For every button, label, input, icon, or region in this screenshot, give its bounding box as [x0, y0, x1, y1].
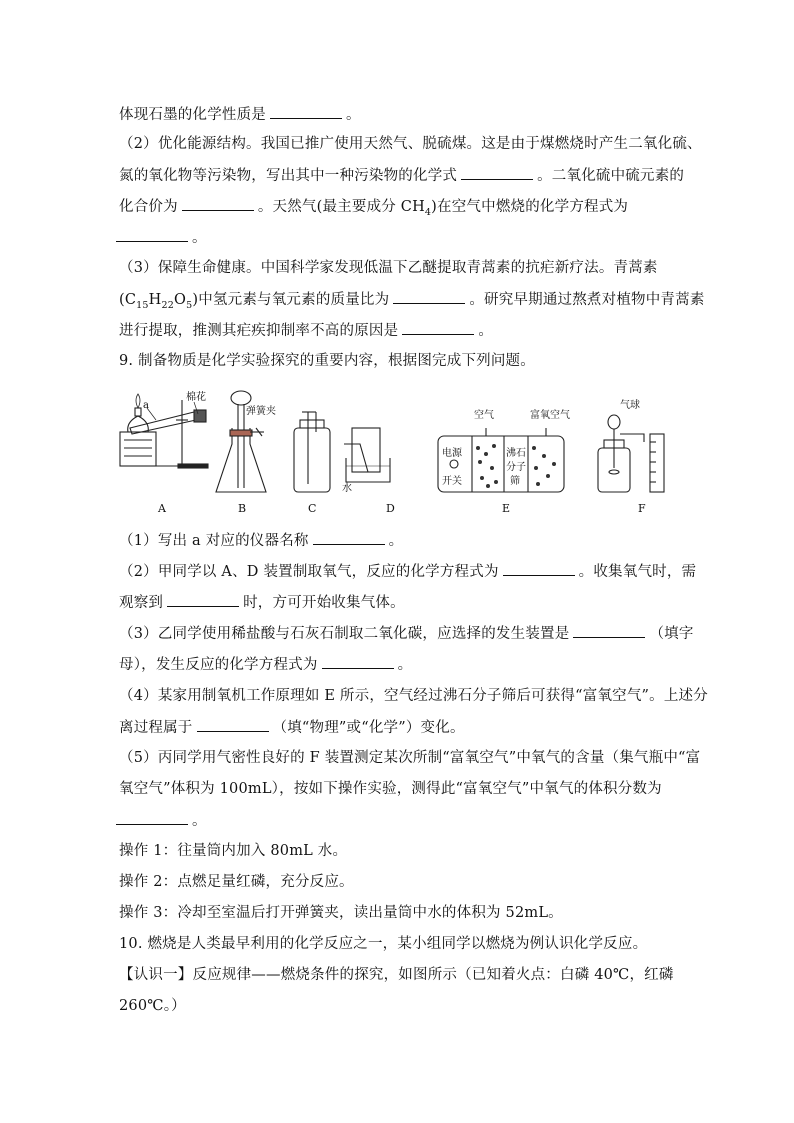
- text-line: 操作 3：冷却至室温后打开弹簧夹，读出量筒中水的体积为 52mL。: [119, 905, 563, 921]
- text-line: 【认识一】反应规律——燃烧条件的探究，如图所示（已知着火点：白磷 40℃，红磷: [119, 967, 674, 983]
- label-rich-air: 富氧空气: [530, 410, 570, 421]
- label-water: 水: [342, 483, 352, 494]
- text-line: （2）优化能源结构。我国已推广使用天然气、脱硫煤。这是由于煤燃烧时产生二氧化硫、: [119, 136, 702, 152]
- label-switch: 开关: [442, 476, 462, 487]
- text-line: 操作 2：点燃足量红磷，充分反应。: [119, 874, 354, 890]
- text-line: 离过程属于 （填“物理”或“化学”）变化。: [119, 717, 465, 738]
- text-line: （3）乙同学使用稀盐酸与石灰石制取二氧化碳，应选择的发生装置是 （填字: [119, 623, 694, 644]
- text-line: 化合价为 。天然气(最主要成分 $CH_4$)在空气中燃烧的化学方程式为: [119, 196, 628, 217]
- apparatus-e: [438, 408, 570, 492]
- text-line: （5）丙同学用气密性良好的 F 装置测定某次所制“富氧空气”中氧气的含量（集气瓶中“富: [119, 750, 701, 766]
- label-sieve-1: 沸石: [506, 448, 526, 459]
- text-line: 。: [116, 810, 207, 831]
- text-line: 。: [116, 227, 207, 248]
- label-cotton: 棉花: [186, 392, 206, 403]
- answer-blank[interactable]: [313, 530, 385, 545]
- answer-blank[interactable]: [573, 623, 645, 638]
- label-clamp: 弹簧夹: [246, 406, 276, 417]
- label-power: 电源: [442, 448, 462, 459]
- question-10-heading: 10. 燃烧是人类最早利用的化学反应之一，某小组同学以燃烧为例认识化学反应。: [119, 936, 648, 952]
- text-line: 260℃。）: [119, 998, 186, 1014]
- label-sieve-3: 筛: [510, 476, 520, 487]
- caption-c: C: [308, 502, 317, 515]
- text-line: （1）写出 a 对应的仪器名称 。: [119, 530, 403, 551]
- text-line: 体现石墨的化学性质是 。: [119, 104, 361, 125]
- caption-f: F: [638, 502, 646, 515]
- answer-blank[interactable]: [116, 227, 188, 242]
- caption-a: A: [158, 502, 166, 515]
- text-line: 观察到 时，方可开始收集气体。: [119, 592, 405, 613]
- apparatus-d: [342, 428, 390, 494]
- text-line: 母），发生反应的化学方程式为 。: [119, 654, 412, 675]
- question-9-heading: 9. 制备物质是化学实验探究的重要内容，根据图完成下列问题。: [119, 353, 535, 369]
- text-line: 操作 1：往量筒内加入 80mL 水。: [119, 843, 348, 859]
- answer-blank[interactable]: [182, 196, 254, 211]
- answer-blank[interactable]: [167, 592, 239, 607]
- label-sieve-2: 分子: [506, 462, 526, 473]
- label-a: a: [143, 400, 149, 411]
- answer-blank[interactable]: [402, 320, 474, 335]
- caption-b: B: [238, 502, 247, 515]
- answer-blank[interactable]: [197, 717, 269, 732]
- answer-blank[interactable]: [116, 810, 188, 825]
- caption-d: D: [386, 502, 395, 515]
- text-line: （3）保障生命健康。中国科学家发现低温下乙醚提取青蒿素的抗疟新疗法。青蒿素: [119, 260, 658, 276]
- label-balloon: 气球: [620, 400, 640, 411]
- text-line: （2）甲同学以 A、D 装置制取氧气，反应的化学方程式为 。收集氧气时，需: [119, 561, 696, 582]
- answer-blank[interactable]: [270, 104, 342, 119]
- text-line: （4）某家用制氧机工作原理如 E 所示，空气经过沸石分子筛后可获得“富氧空气”。上述分: [119, 688, 708, 704]
- apparatus-figure: [116, 388, 676, 516]
- apparatus-f: [598, 398, 664, 492]
- text-line: 氧空气”体积为 100mL），按如下操作实验，测得此“富氧空气”中氧气的体积分数为: [119, 781, 662, 797]
- apparatus-c: [294, 412, 330, 492]
- answer-blank[interactable]: [503, 561, 575, 576]
- label-air: 空气: [474, 410, 494, 421]
- text-line: 氮的氧化物等污染物，写出其中一种污染物的化学式 。二氧化硫中硫元素的: [119, 165, 684, 186]
- apparatus-a: [120, 390, 208, 468]
- answer-blank[interactable]: [461, 165, 533, 180]
- text-line: 进行提取，推测其疟疾抑制率不高的原因是 。: [119, 320, 493, 341]
- answer-blank[interactable]: [393, 289, 465, 304]
- answer-blank[interactable]: [322, 654, 394, 669]
- text-line: $(C_{15}H_{22}O_5)$中氢元素与氧元素的质量比为 。研究早期通过熬煮对植物中青蒿素: [119, 289, 705, 310]
- caption-e: E: [502, 502, 511, 515]
- apparatus-b: [216, 391, 276, 492]
